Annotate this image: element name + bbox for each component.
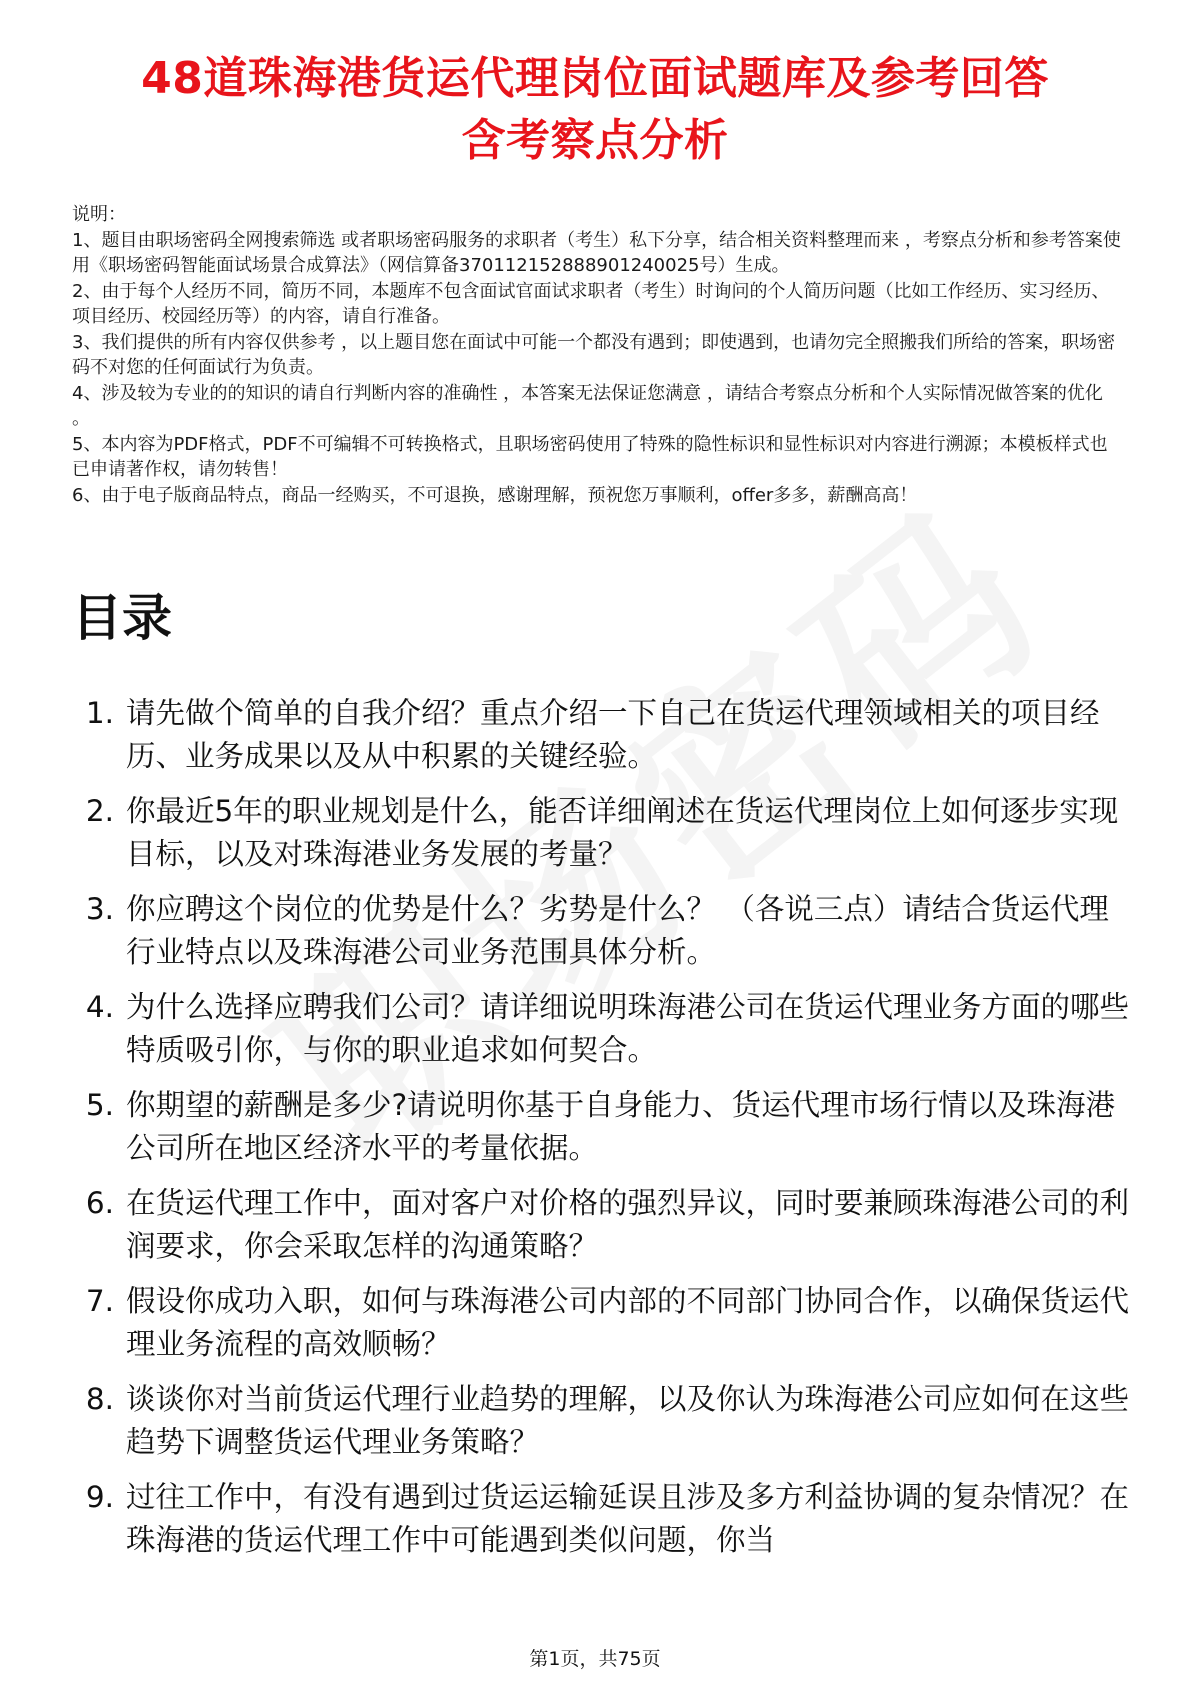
toc-item-number: 7.	[85, 1284, 114, 1318]
toc-item-number: 3.	[85, 892, 114, 926]
notes-heading: 说明：	[72, 204, 126, 225]
toc-item-text: 过往工作中，有没有遇到过货运运输延误且涉及多方利益协调的复杂情况？在珠海港的货运代理工作中可能遇到类似问题，你当	[126, 1480, 1130, 1557]
toc-item[interactable]	[72, 692, 1132, 778]
toc-heading: 目录	[72, 589, 172, 647]
toc-item-number: 6.	[85, 1186, 114, 1220]
toc-item-number: 5.	[85, 1088, 114, 1122]
toc-item-text: 你应聘这个岗位的优势是什么？劣势是什么？ （各说三点）请结合货运代理行业特点以及珠海港公司业务范围具体分析。	[126, 892, 1109, 969]
disclaimer-notes	[72, 202, 1122, 508]
toc-item-number: 8.	[85, 1382, 114, 1416]
toc-item[interactable]	[72, 1182, 1132, 1268]
toc-item[interactable]	[72, 986, 1132, 1072]
toc-item[interactable]	[72, 888, 1132, 974]
toc-item-number: 9.	[85, 1480, 114, 1514]
note-item: 2、由于每个人经历不同，简历不同，本题库不包含面试官面试求职者（考生）时询问的个人简历问题（比如工作经历、实习经历、项目经历、校园经历等）的内容，请自行准备。	[72, 280, 1110, 327]
toc-item-number: 4.	[85, 990, 114, 1024]
note-item: 5、本内容为PDF格式，PDF不可编辑不可转换格式，且职场密码使用了特殊的隐性标识和显性标识对内容进行溯源；本模板样式也已申请著作权，请勿转售！	[72, 433, 1108, 480]
table-of-contents	[72, 692, 1132, 1574]
toc-item-text: 在货运代理工作中，面对客户对价格的强烈异议，同时要兼顾珠海港公司的利润要求，你会采取怎样的沟通策略？	[126, 1186, 1130, 1263]
title-line-2: 含考察点分析	[461, 115, 729, 166]
toc-item-text: 为什么选择应聘我们公司？请详细说明珠海港公司在货运代理业务方面的哪些特质吸引你，与你的职业追求如何契合。	[126, 990, 1130, 1067]
page-footer: 第1页，共75页	[529, 1648, 661, 1670]
toc-item[interactable]	[72, 790, 1132, 876]
note-item: 1、题目由职场密码全网搜索筛选 或者职场密码服务的求职者（考生）私下分享，结合相关资料整理而来 ，考察点分析和参考答案使用《职场密码智能面试场景合成算法》（网信算备370112152888901240025号）生成。	[72, 229, 1121, 276]
toc-item-text: 谈谈你对当前货运代理行业趋势的理解，以及你认为珠海港公司应如何在这些趋势下调整货运代理业务策略？	[126, 1382, 1130, 1459]
toc-item-number: 2.	[85, 794, 114, 828]
toc-item[interactable]	[72, 1280, 1132, 1366]
toc-item-text: 假设你成功入职，如何与珠海港公司内部的不同部门协同合作，以确保货运代理业务流程的高效顺畅？	[126, 1284, 1130, 1361]
toc-item[interactable]	[72, 1084, 1132, 1170]
toc-item-text: 你最近5年的职业规划是什么，能否详细阐述在货运代理岗位上如何逐步实现目标，以及对珠海港业务发展的考量？	[126, 794, 1119, 871]
toc-item[interactable]	[72, 1476, 1132, 1562]
document-title	[60, 48, 1130, 172]
note-item: 4、涉及较为专业的的知识的请自行判断内容的准确性 ，本答案无法保证您满意 ，请结合考察点分析和个人实际情况做答案的优化 。	[72, 382, 1103, 429]
note-item: 6、由于电子版商品特点，商品一经购买，不可退换，感谢理解，预祝您万事顺利，offer多多，薪酬高高！	[72, 484, 918, 506]
toc-item-text: 你期望的薪酬是多少?请说明你基于自身能力、货运代理市场行情以及珠海港公司所在地区经济水平的考量依据。	[126, 1088, 1116, 1165]
toc-item-number: 1.	[85, 696, 114, 730]
toc-item[interactable]	[72, 1378, 1132, 1464]
title-line-1: 48道珠海港货运代理岗位面试题库及参考回答	[141, 53, 1049, 104]
note-item: 3、我们提供的所有内容仅供参考 ，以上题目您在面试中可能一个都没有遇到；即使遇到，也请勿完全照搬我们所给的答案，职场密码不对您的任何面试行为负责。	[72, 331, 1116, 378]
toc-item-text: 请先做个简单的自我介绍？重点介绍一下自己在货运代理领域相关的项目经历、业务成果以及从中积累的关键经验。	[126, 696, 1100, 773]
